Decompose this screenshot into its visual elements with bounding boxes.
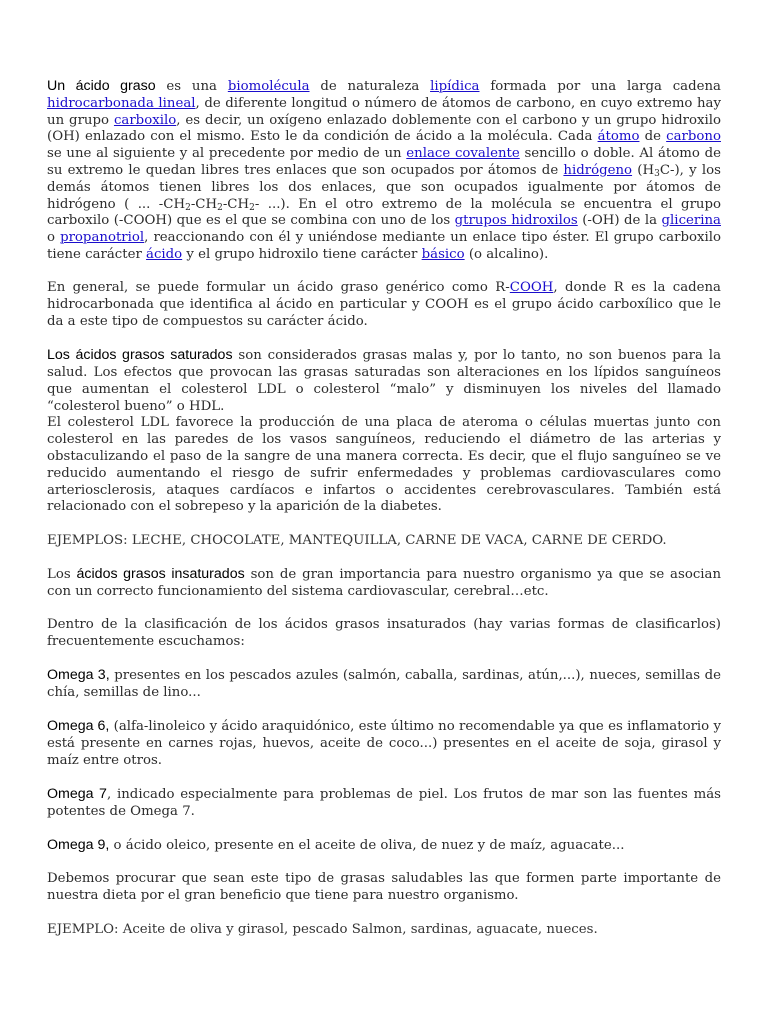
- subscript: 2: [217, 202, 223, 213]
- term-acido-graso: Un ácido graso: [47, 78, 156, 94]
- subscript: 3: [654, 168, 660, 179]
- link-lipidica[interactable]: lipídica: [430, 79, 480, 94]
- text: o: [47, 230, 61, 246]
- paragraph-omega-6: [47, 718, 721, 769]
- document-body: [47, 78, 721, 955]
- text: -CH: [222, 196, 250, 212]
- text: , indicado especialmente para problemas de piel. Los frutos de mar son las fuentes más potentes de Omega 7.: [47, 787, 721, 819]
- term-insaturados: ácidos grasos insaturados: [76, 565, 245, 582]
- link-enlace-covalente[interactable]: enlace covalente: [406, 146, 520, 162]
- link-acido[interactable]: ácido: [146, 246, 183, 262]
- text: Los: [47, 566, 77, 582]
- text: , reaccionando con él y uniéndose mediante un enlace tipo éster. El grupo carboxilo tiene carácter: [47, 230, 721, 262]
- text: -CH: [190, 196, 218, 212]
- paragraph-recommendation: Debemos procurar que sean este tipo de grasas saludables las que formen parte importante de nuestra dieta por el gran beneficio que tiene para nuestro organismo.: [47, 871, 721, 904]
- paragraph-classification: Dentro de la clasificación de los ácidos grasos insaturados (hay varias formas de clasificarlos) frecuentemente escuchamos:: [47, 617, 721, 649]
- paragraph-examples-saturated: EJEMPLOS: LECHE, CHOCOLATE, MANTEQUILLA, CARNE DE VACA, CARNE DE CERDO.: [47, 532, 667, 548]
- link-carbono[interactable]: carbono: [666, 129, 721, 145]
- link-grupos-hidroxilos[interactable]: gtrupos hidroxilos: [454, 213, 578, 229]
- paragraph-examples-healthy: EJEMPLO: Aceite de oliva y girasol, pescado Salmon, sardinas, aguacate, nueces.: [47, 921, 598, 937]
- text: C-), y los demás átomos tienen libres los dos enlaces, que son ocupados igualmente por átomos de hidrógeno ( ... -CH: [47, 162, 721, 212]
- link-propanotriol[interactable]: propanotriol: [60, 230, 145, 246]
- term-omega-9: Omega 9,: [47, 837, 110, 854]
- paragraph-omega-3: [47, 667, 721, 702]
- text: En general, se puede formular un ácido graso genérico como R-: [47, 280, 510, 296]
- paragraph-generic-formula: [47, 280, 721, 330]
- link-cooh[interactable]: COOH: [509, 280, 554, 296]
- text: son de gran importancia para nuestro organismo ya que se asocian con un correcto funcionamiento del sistema cardiovascular, cerebral…etc.: [47, 566, 722, 599]
- text: o ácido oleico, presente en el aceite de oliva, de nuez y de maíz, aguacate...: [109, 838, 625, 854]
- text: de: [639, 129, 667, 145]
- term-omega-6: Omega 6,: [47, 718, 110, 735]
- link-basico[interactable]: básico: [421, 246, 465, 262]
- link-glicerina[interactable]: glicerina: [661, 213, 721, 229]
- link-hidrogeno[interactable]: hidrógeno: [563, 162, 633, 178]
- text: (alfa-linoleico y ácido araquidónico, este último no recomendable ya que es inflamatorio y está presente en carnes rojas, huevos, aceite de coco...) presentes en el aceite de soja, girasol y maíz entre otros.: [47, 719, 721, 768]
- text: , donde R es la cadena hidrocarbonada que identifica al ácido en particular y COOH es el grupo ácido carboxílico que le da a este tipo de compuestos su carácter ácido.: [47, 280, 721, 329]
- paragraph-omega-7: [47, 786, 721, 821]
- text: , de diferente longitud o número de átomos de carbono, en cuyo extremo hay un grupo: [47, 95, 721, 128]
- text: presentes en los pescados azules (salmón, caballa, sardinas, atún,...), nueces, semillas de chía, semillas de lino...: [47, 668, 721, 700]
- paragraph-unsaturated: [47, 566, 721, 601]
- text: (H: [632, 162, 655, 178]
- text: (o alcalino).: [464, 246, 549, 262]
- link-carboxilo[interactable]: carboxilo: [113, 112, 177, 128]
- text: sencillo o doble. Al átomo de su extremo le quedan libres tres enlaces que son ocupados por átomos de: [47, 146, 721, 178]
- text: se une al siguiente y al precedente por medio de un: [47, 146, 407, 162]
- term-omega-7: Omega 7: [47, 786, 107, 803]
- paragraph-saturated: [47, 347, 721, 516]
- link-biomolecula[interactable]: biomolécula: [227, 79, 310, 94]
- text: y el grupo hidroxilo tiene carácter: [182, 246, 422, 262]
- link-hidrocarbonada-lineal[interactable]: hidrocarbonada lineal: [47, 95, 196, 111]
- text: - ...). En el otro extremo de la molécula se encuentra el grupo carboxilo (-COOH) que es el que se combina con uno de los: [47, 196, 722, 229]
- text: , es decir, un oxígeno enlazado doblemente con el carbono y un grupo hidroxilo (OH) enlazado con el mismo. Esto le da condición de ácido a la molécula. Cada: [47, 112, 722, 145]
- link-atomo[interactable]: átomo: [597, 129, 640, 145]
- text: El colesterol LDL favorece la producción de una placa de ateroma o células muertas junto con colesterol en las paredes de los vasos sanguíneos, reduciendo el diámetro de las arterias y obstaculizando el paso de la sangre de una manera correcta. Es decir, que el flujo sanguíneo se ve reducido aumentando el riesgo de sufrir enfermedades y problemas cardiovasculares como arteriosclerosis, ataques cardíacos e infartos o accidentes cerebrovasculares. También está relacionado con el sobrepeso y la aparición de la diabetes.: [47, 415, 721, 515]
- text: (-OH) de la: [577, 213, 662, 229]
- paragraph-definition: [47, 78, 721, 264]
- term-saturados: Los ácidos grasos saturados: [47, 347, 233, 364]
- paragraph-omega-9: [47, 837, 721, 855]
- text: es una: [155, 79, 228, 94]
- subscript: 2: [185, 202, 191, 213]
- text: son considerados grasas malas y, por lo tanto, no son buenos para la salud. Los efectos que provocan las grasas saturadas son alteraciones en los lípidos sanguíneos que aumentan el colesterol LDL o colesterol “malo” y disminuyen los niveles del llamado “colesterol bueno” o HDL.: [47, 348, 721, 414]
- subscript: 2: [249, 202, 255, 213]
- text: formada por una larga cadena: [479, 79, 721, 94]
- term-omega-3: Omega 3,: [47, 667, 110, 684]
- text: de naturaleza: [309, 79, 431, 94]
